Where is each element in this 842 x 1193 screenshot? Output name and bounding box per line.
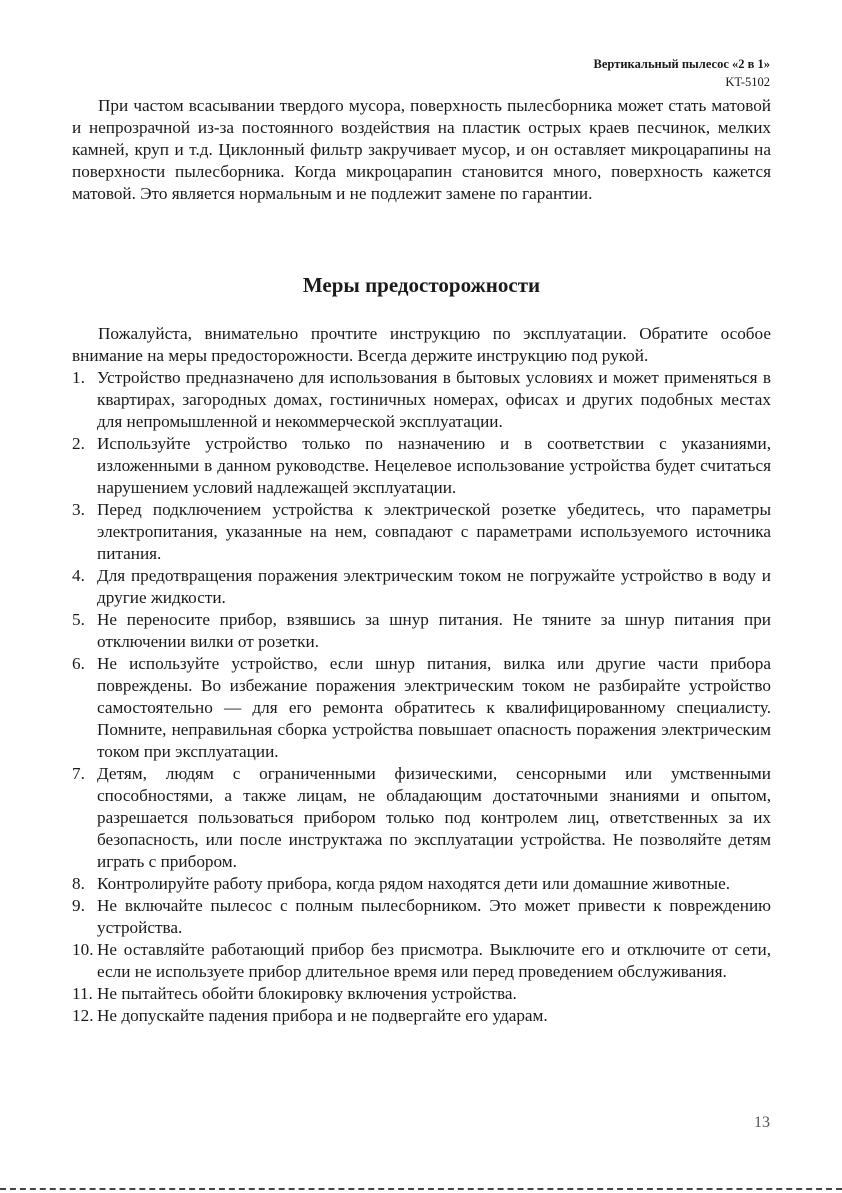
list-item-text: Не допускайте падения прибора и не подвергайте его ударам. bbox=[97, 1006, 548, 1025]
list-item-text: Детям, людям с ограниченными физическими, сенсорными или умственными способностями, а также лицам, не обладающим достаточными знаниями и опытом, разрешается пользоваться прибором только под контролем лиц, ответственных за их безопасность, или после инструктажа по эксплуатации устройства. Не позволяйте детям играть с прибором. bbox=[97, 764, 771, 871]
product-name: Вертикальный пылесос «2 в 1» bbox=[593, 57, 770, 71]
list-item bbox=[72, 565, 771, 609]
page-content bbox=[72, 95, 771, 1027]
list-item-number: 11. bbox=[72, 984, 93, 1003]
list-item-text: Перед подключением устройства к электрической розетке убедитесь, что параметры электропитания, указанные на нем, совпадают с параметрами используемого источника питания. bbox=[97, 500, 771, 563]
list-item bbox=[72, 499, 771, 565]
list-item-number: 10. bbox=[72, 940, 94, 959]
list-item bbox=[72, 939, 771, 983]
list-item-text: Не включайте пылесос с полным пылесборником. Это может привести к повреждению устройства. bbox=[97, 896, 771, 937]
list-item bbox=[72, 983, 771, 1005]
product-model-code: KT-5102 bbox=[725, 75, 770, 89]
list-item bbox=[72, 1005, 771, 1027]
intro-paragraph: При частом всасывании твердого мусора, поверхность пылесборника может стать матовой и непрозрачной из-за постоянного воздействия на пластик острых краев песчинок, мелких камней, круп и т.д. Циклонный фильтр закручивает мусор, и он оставляет микроцарапины на поверхности пылесборника. Когда микроцарапин становится много, поверхность кажется матовой. Это является нормальным и не подлежит замене по гарантии. bbox=[72, 96, 771, 203]
section-intro-paragraph: Пожалуйста, внимательно прочтите инструкцию по эксплуатации. Обратите особое внимание на меры предосторожности. Всегда держите инструкцию под рукой. bbox=[72, 324, 771, 365]
page-bottom-divider bbox=[0, 1188, 842, 1190]
list-item-text: Не оставляйте работающий прибор без присмотра. Выключите его и отключите от сети, если не используете прибор длительное время или перед проведением обслуживания. bbox=[97, 940, 771, 981]
list-item-number: 7. bbox=[72, 764, 85, 783]
list-item-text: Для предотвращения поражения электрическим током не погружайте устройство в воду и другие жидкости. bbox=[97, 566, 771, 607]
list-item-number: 5. bbox=[72, 610, 85, 629]
list-item-text: Не пытайтесь обойти блокировку включения устройства. bbox=[97, 984, 517, 1003]
list-item-number: 12. bbox=[72, 1006, 94, 1025]
list-item-number: 1. bbox=[72, 368, 85, 387]
list-item-text: Не переносите прибор, взявшись за шнур питания. Не тяните за шнур питания при отключении вилки от розетки. bbox=[97, 610, 771, 651]
section-title: Меры предосторожности bbox=[302, 273, 541, 297]
list-item-number: 9. bbox=[72, 896, 85, 915]
list-item-number: 3. bbox=[72, 500, 85, 519]
list-item bbox=[72, 895, 771, 939]
list-item bbox=[72, 653, 771, 763]
list-item-number: 4. bbox=[72, 566, 85, 585]
precautions-list bbox=[72, 367, 771, 1027]
list-item-text: Не используйте устройство, если шнур питания, вилка или другие части прибора повреждены. Во избежание поражения электрическим током не разбирайте устройство самостоятельно — для его ремонта обратитесь к квалифицированному специалисту. Помните, неправильная сборка устройства повышает опасность поражения электрическим током при эксплуатации. bbox=[97, 654, 771, 761]
list-item-number: 6. bbox=[72, 654, 85, 673]
list-item bbox=[72, 433, 771, 499]
list-item bbox=[72, 873, 771, 895]
list-item bbox=[72, 763, 771, 873]
list-item bbox=[72, 609, 771, 653]
list-item-number: 8. bbox=[72, 874, 85, 893]
page-header bbox=[594, 55, 770, 91]
list-item-number: 2. bbox=[72, 434, 85, 453]
list-item-text: Устройство предназначено для использования в бытовых условиях и может применяться в квартирах, загородных домах, гостиничных номерах, офисах и других подобных местах для непромышленной и некоммерческой эксплуатации. bbox=[97, 368, 771, 431]
page-number: 13 bbox=[754, 1114, 770, 1131]
list-item-text: Используйте устройство только по назначению и в соответствии с указаниями, изложенными в данном руководстве. Нецелевое использование устройства будет считаться нарушением условий надлежащей эксплуатации. bbox=[97, 434, 771, 497]
list-item bbox=[72, 367, 771, 433]
list-item-text: Контролируйте работу прибора, когда рядом находятся дети или домашние животные. bbox=[97, 874, 731, 893]
